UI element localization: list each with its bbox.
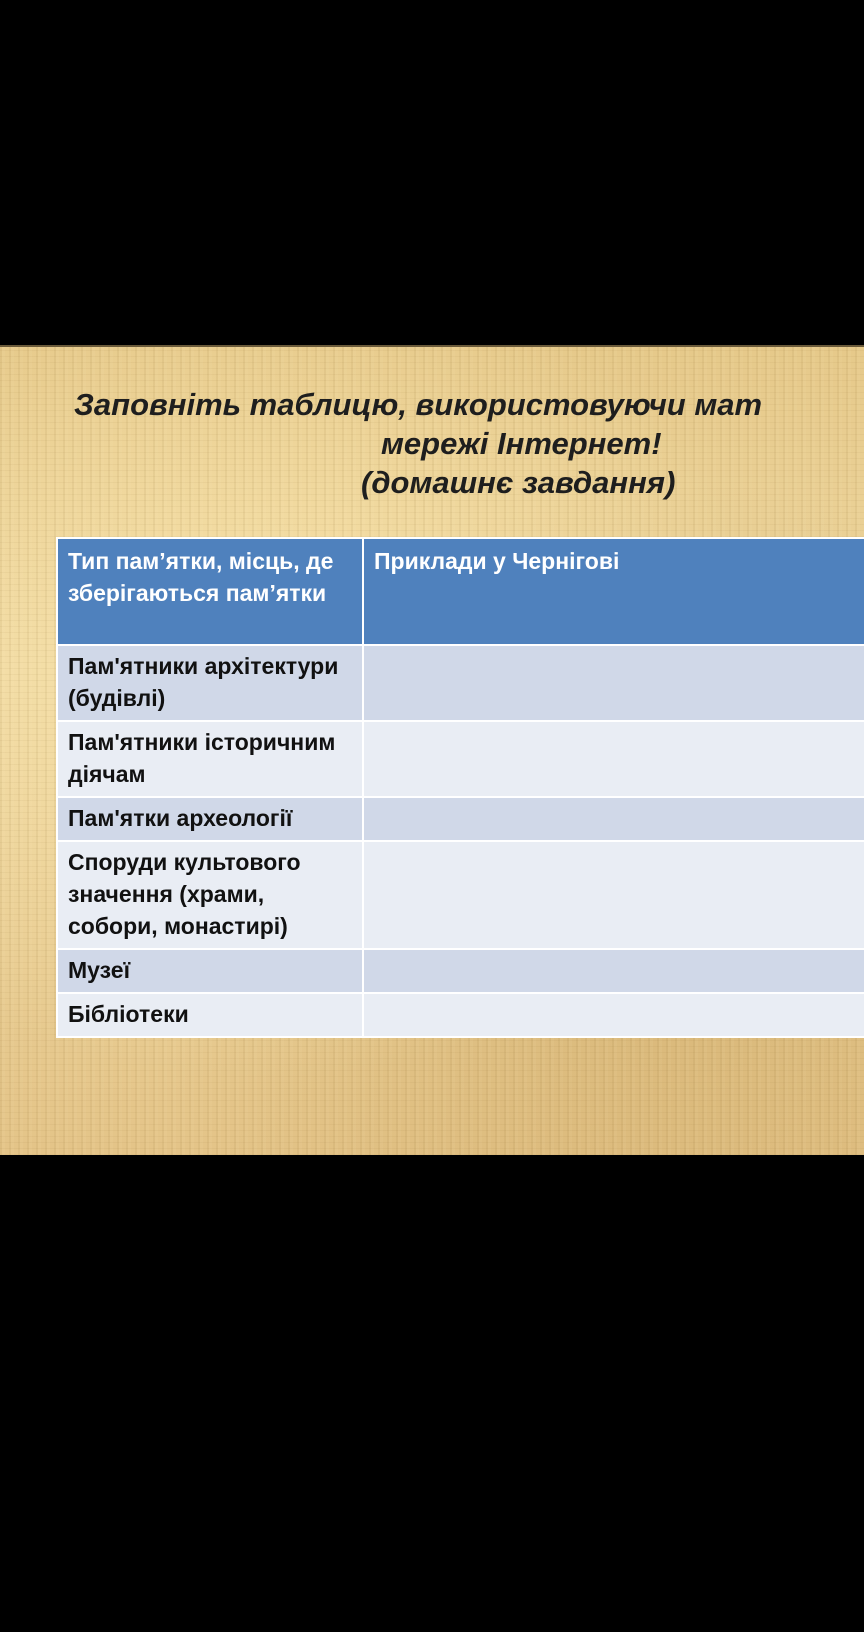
row-type-cell: Пам'ятники історичним діячам	[57, 721, 363, 797]
row-examples-cell[interactable]	[363, 645, 864, 721]
table-row	[57, 721, 864, 797]
header-type: Тип пам’ятки, місць, де зберігаються пам’ятки	[57, 538, 363, 645]
title-line-1: Заповніть таблицю, використовуючи мат	[74, 387, 763, 422]
table-row	[57, 645, 864, 721]
header-examples: Приклади у Чернігові	[363, 538, 864, 645]
row-type-cell: Пам'ятки археології	[57, 797, 363, 841]
table-row	[57, 797, 864, 841]
title-line-3: (домашнє завдання)	[361, 465, 676, 500]
row-examples-cell[interactable]	[363, 993, 864, 1037]
slide-title	[0, 385, 864, 502]
row-type-cell: Музеї	[57, 949, 363, 993]
slide	[0, 345, 864, 1155]
row-examples-cell[interactable]	[363, 841, 864, 949]
row-examples-cell[interactable]	[363, 797, 864, 841]
table-row	[57, 949, 864, 993]
title-line-2: мережі Інтернет!	[381, 426, 662, 461]
row-type-cell: Пам'ятники архітектури (будівлі)	[57, 645, 363, 721]
table-header-row	[57, 538, 864, 645]
row-examples-cell[interactable]	[363, 721, 864, 797]
row-examples-cell[interactable]	[363, 949, 864, 993]
row-type-cell: Споруди культового значення (храми, собори, монастирі)	[57, 841, 363, 949]
row-type-cell: Бібліотеки	[57, 993, 363, 1037]
task-table	[56, 537, 864, 1038]
table-row	[57, 841, 864, 949]
table-row	[57, 993, 864, 1037]
